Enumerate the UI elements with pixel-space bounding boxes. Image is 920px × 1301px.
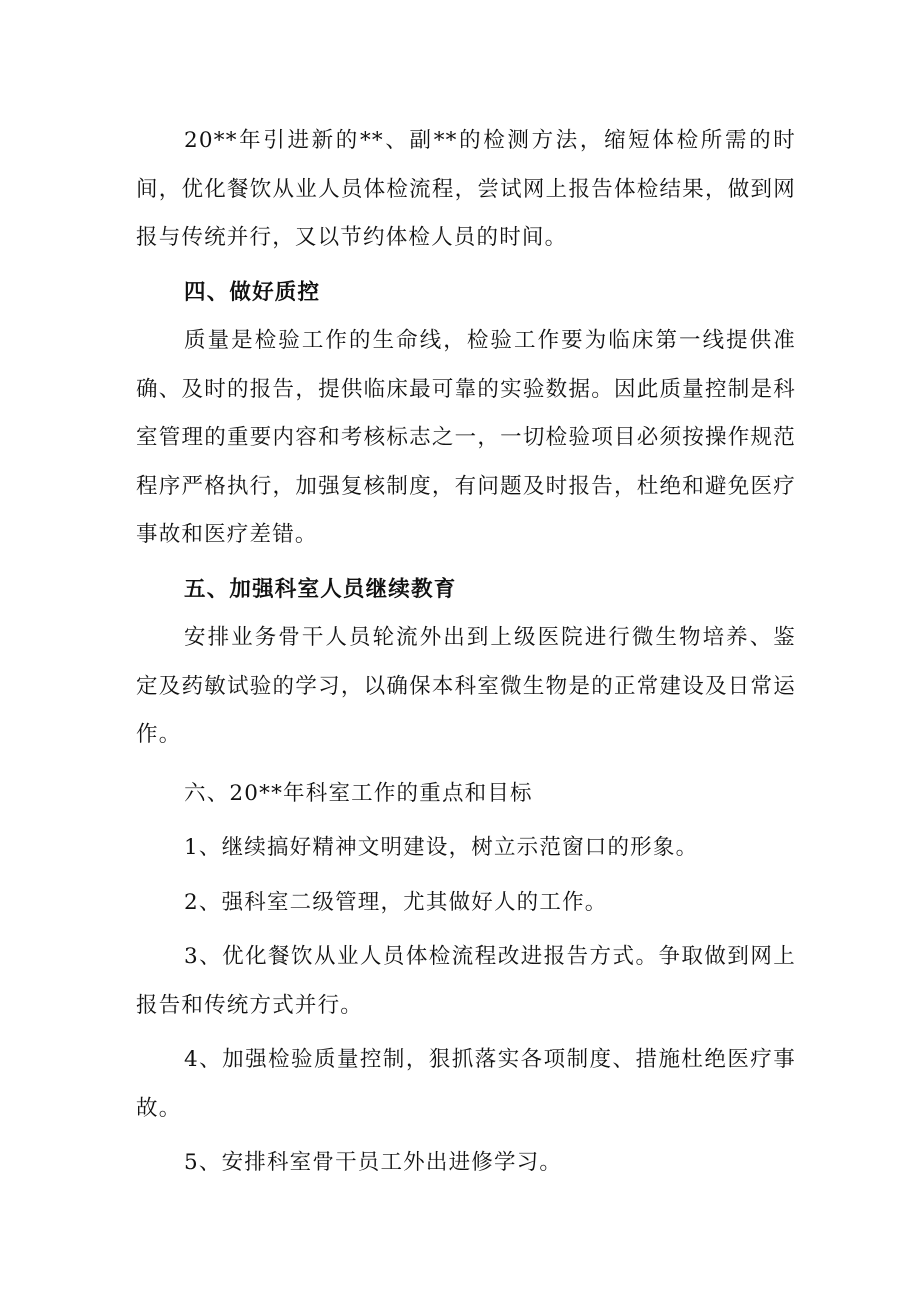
goal-item-3: 3、优化餐饮从业人员体检流程改进报告方式。争取做到网上报告和传统方式并行。 bbox=[136, 944, 796, 1018]
spacer bbox=[136, 760, 796, 770]
section-5-body: 安排业务骨干人员轮流外出到上级医院进行微生物培养、鉴定及药敏试验的学习，以确保本科室微生物是的正常建设及日常运作。 bbox=[136, 625, 796, 747]
intro-paragraph: 20**年引进新的**、副**的检测方法，缩短体检所需的时间，优化餐饮从业人员体检流程，尝试网上报告体检结果，做到网报与传统并行，又以节约体检人员的时间。 bbox=[136, 128, 796, 250]
section-4-body: 质量是检验工作的生命线，检验工作要为临床第一线提供准确、及时的报告，提供临床最可靠的实验数据。因此质量控制是科室管理的重要内容和考核标志之一，一切检验项目必须按操作规范程序严格执行，加强复核制度，有问题及时报告，杜绝和避免医疗事故和医疗差错。 bbox=[136, 328, 796, 547]
goal-item-1: 1、继续搞好精神文明建设，树立示范窗口的形象。 bbox=[184, 835, 699, 860]
goal-item-4: 4、加强检验质量控制，狠抓落实各项制度、措施杜绝医疗事故。 bbox=[136, 1047, 796, 1121]
goal-item-2: 2、强科室二级管理，尤其做好人的工作。 bbox=[184, 889, 608, 915]
section-4-heading: 四、做好质控 bbox=[184, 279, 321, 305]
document-body bbox=[136, 117, 796, 1188]
section-5-heading: 五、加强科室人员继续教育 bbox=[184, 576, 457, 602]
goal-item-5: 5、安排科室骨干员工外出进修学习。 bbox=[184, 1150, 563, 1175]
section-6-heading: 六、20**年科室工作的重点和目标 bbox=[184, 780, 533, 806]
